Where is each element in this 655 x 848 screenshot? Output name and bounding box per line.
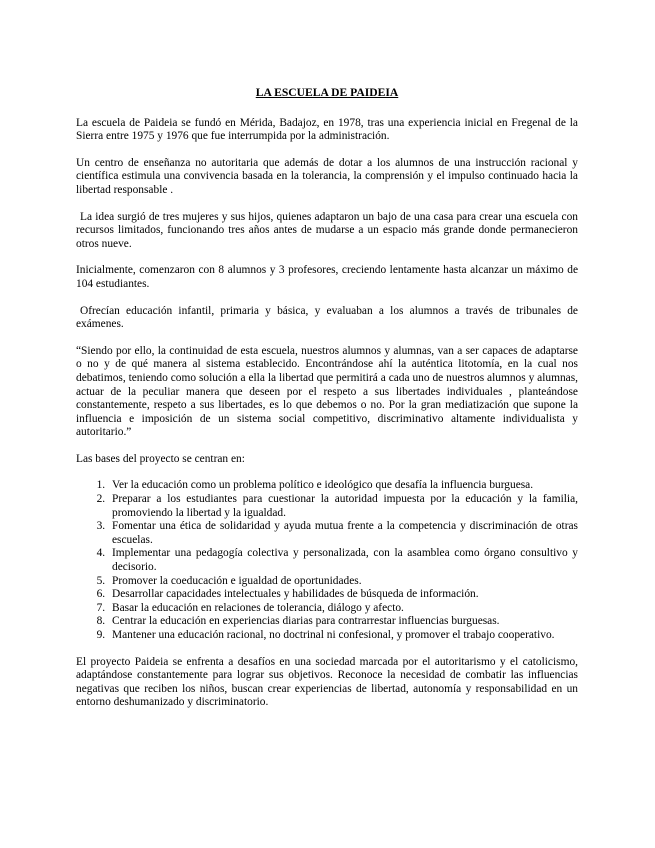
- list-item: 3. Fomentar una ética de solidaridad y ayuda mutua frente a la competencia y discriminación de otras escuelas.: [108, 520, 578, 547]
- paragraph-education-levels: Ofrecían educación infantil, primaria y básica, y evaluaban a los alumnos a través de tribunales de exámenes.: [76, 304, 578, 331]
- paragraph-bases-intro: Las bases del proyecto se centran en:: [76, 452, 245, 465]
- list-item: 9. Mantener una educación racional, no doctrinal ni confesional, y promover el trabajo cooperativo.: [108, 629, 578, 643]
- list-item: 5. Promover la coeducación e igualdad de oportunidades.: [108, 575, 578, 589]
- paragraph-origin: La idea surgió de tres mujeres y sus hijos, quienes adaptaron un bajo de una casa para crear una escuela con recursos limitados, funcionando tres años antes de mudarse a un espacio más grande donde permanecieron otros nueve.: [76, 210, 578, 250]
- paragraph-quote: “Siendo por ello, la continuidad de esta escuela, nuestros alumnos y alumnas, van a ser capaces de adaptarse o no y de qué manera al sistema establecido. Encontrándose ahí la auténtica litotomía, en la cual nos debatimos, teniendo como solución a ella la libertad que permitirá a cada uno de nuestros alumnos y alumnas, actuar de la peculiar manera que deseen por el respeto a sus libertades individuales , planteándose constantemente, respeto a sus libertades, es lo que debemos o no. Por la gran mediatización que supone la influencia e imposición de un sistema social competitivo, discriminativo altamente individualista y autoritario.”: [76, 344, 578, 439]
- list-item: 7. Basar la educación en relaciones de tolerancia, diálogo y afecto.: [108, 602, 578, 616]
- list-item: 8. Centrar la educación en experiencias diarias para contrarrestar influencias burguesas.: [108, 615, 578, 629]
- document-title: LA ESCUELA DE PAIDEIA: [255, 86, 399, 99]
- paragraph-description: Un centro de enseñanza no autoritaria que además de dotar a los alumnos de una instrucción racional y científica estimula una convivencia basada en la tolerancia, la comprensión y el impulso continuado hacia la libertad responsable .: [76, 156, 578, 196]
- bases-list: [76, 479, 578, 642]
- document-page: [76, 86, 578, 723]
- paragraph-founding: La escuela de Paideia se fundó en Mérida, Badajoz, en 1978, tras una experiencia inicial en Fregenal de la Sierra entre 1975 y 1976 que fue interrumpida por la administración.: [76, 116, 578, 143]
- list-item: 6. Desarrollar capacidades intelectuales y habilidades de búsqueda de información.: [108, 588, 578, 602]
- list-item: 2. Preparar a los estudiantes para cuestionar la autoridad impuesta por la educación y la familia, promoviendo la libertad y la igualdad.: [108, 493, 578, 520]
- list-item: 1. Ver la educación como un problema político e ideológico que desafía la influencia burguesa.: [108, 479, 578, 493]
- paragraph-closing: El proyecto Paideia se enfrenta a desafíos en una sociedad marcada por el autoritarismo y el catolicismo, adaptándose constantemente para lograr sus objetivos. Reconoce la necesidad de combatir las influencias negativas que reciben los niños, buscan crear experiencias de libertad, autonomía y responsabilidad en un entorno deshumanizado y discriminatorio.: [76, 655, 578, 709]
- paragraph-growth: Inicialmente, comenzaron con 8 alumnos y 3 profesores, creciendo lentamente hasta alcanzar un máximo de 104 estudiantes.: [76, 264, 578, 290]
- list-item: 4. Implementar una pedagogía colectiva y personalizada, con la asamblea como órgano consultivo y decisorio.: [108, 547, 578, 574]
